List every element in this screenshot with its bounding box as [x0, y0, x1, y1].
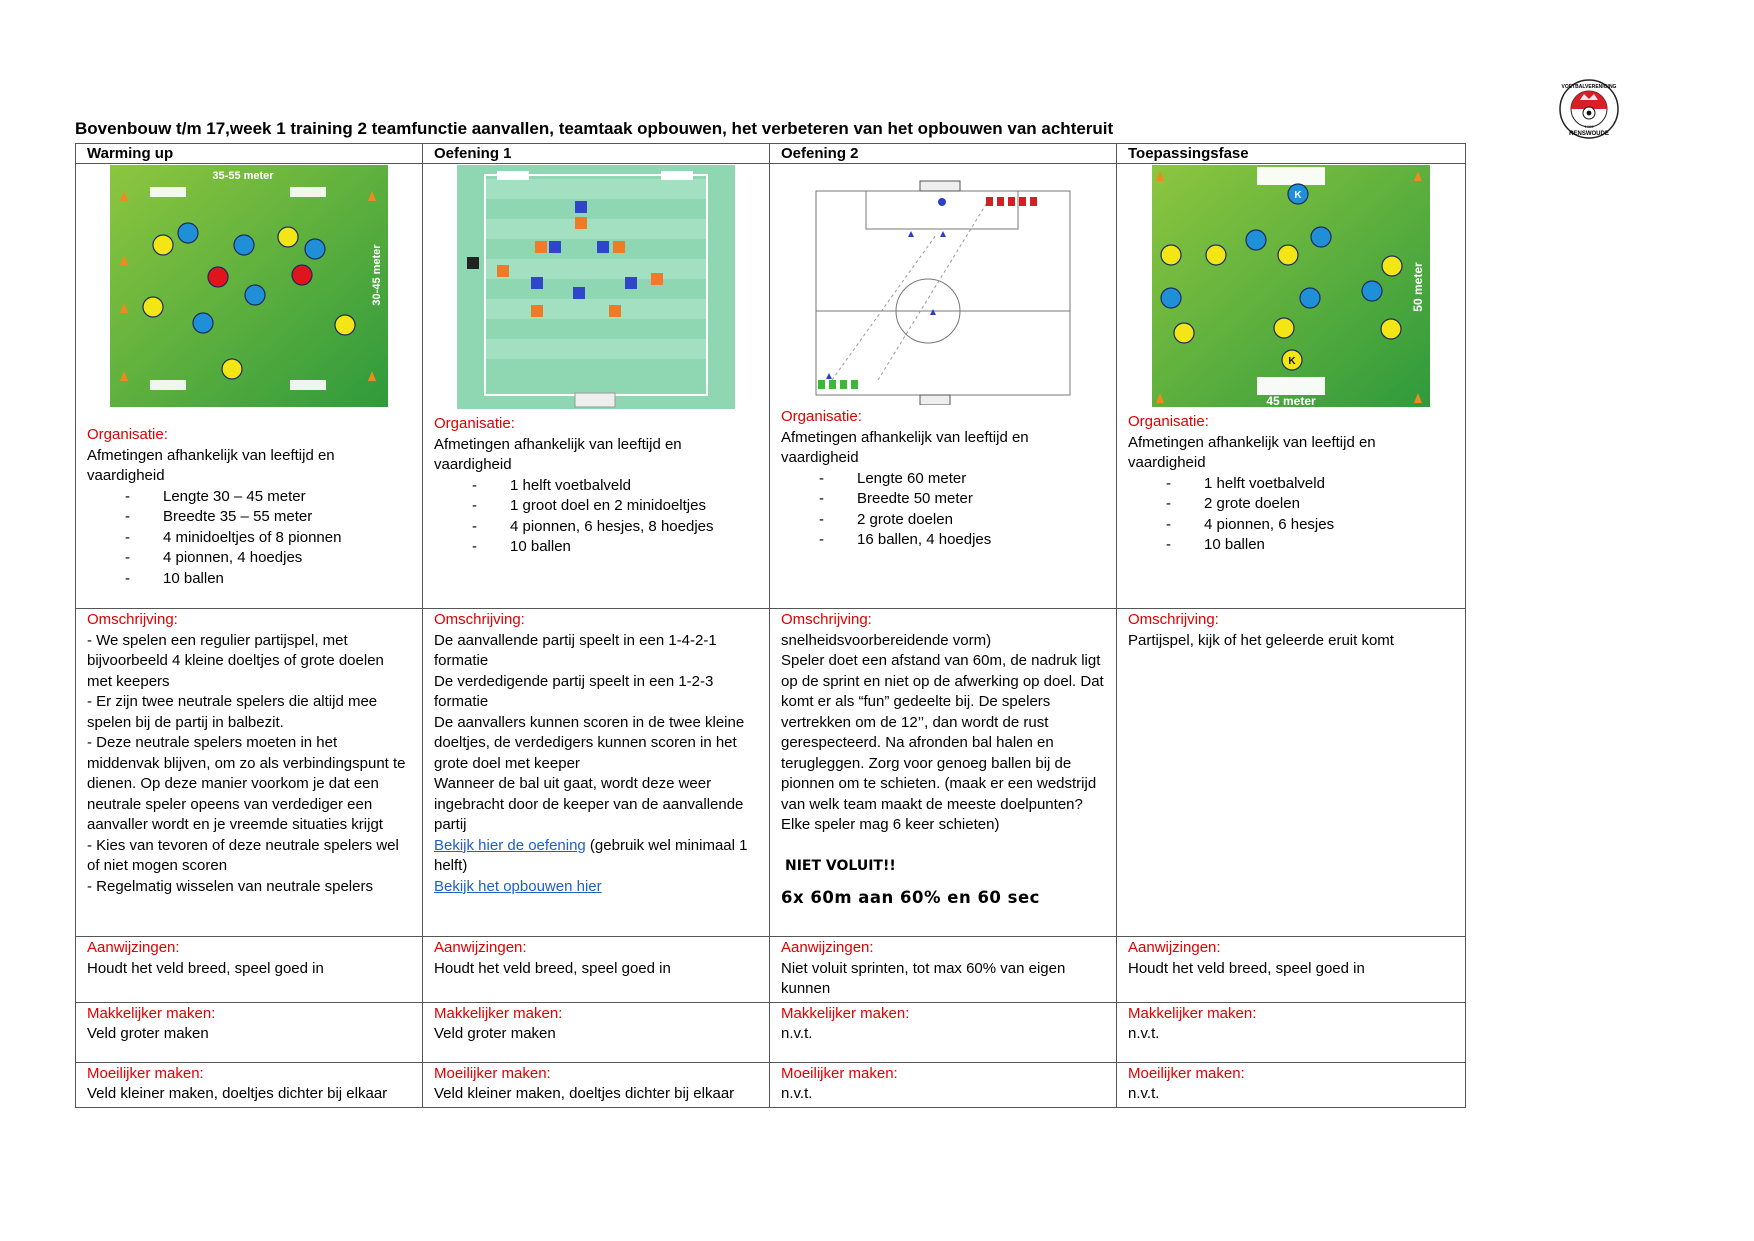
makkelijker-text: n.v.t. [1128, 1025, 1160, 1042]
organisatie-intro: Afmetingen afhankelijk van leeftijd en vaardigheid [1128, 433, 1376, 471]
mini-goal [150, 187, 186, 197]
description-line: - Regelmatig wisselen van neutrale spelers [87, 877, 373, 895]
organisatie-label: Organisatie: [1128, 413, 1209, 430]
makkelijker-text: Veld groter maken [87, 1025, 209, 1042]
omschrijving-label: Omschrijving: [1128, 611, 1219, 628]
moeilijker-cell-1 [76, 1062, 423, 1107]
keeper [938, 198, 946, 206]
omschrijving-cell-2 [423, 609, 770, 937]
omschrijving-label: Omschrijving: [781, 611, 872, 628]
moeilijker-label: Moeilijker maken: [781, 1064, 898, 1082]
list-item: - 10 ballen [1166, 535, 1454, 556]
warmup-field-diagram [110, 165, 388, 407]
makkelijker-cell-1 [76, 1002, 423, 1062]
large-goal [1257, 167, 1325, 185]
aanwijzingen-cell-1 [76, 937, 423, 1003]
club-logo [1558, 78, 1620, 140]
large-goal [575, 393, 615, 407]
aanwijzingen-text: Houdt het veld breed, speel goed in [87, 959, 324, 977]
organisatie-list-4 [1128, 474, 1454, 556]
mini-goal [150, 380, 186, 390]
list-item: - 10 ballen [125, 569, 411, 590]
moeilijker-text: Veld kleiner maken, doeltjes dichter bij elkaar [87, 1085, 388, 1102]
organisatie-intro: Afmetingen afhankelijk van leeftijd en vaardigheid [781, 428, 1029, 466]
organisatie-label: Organisatie: [434, 415, 515, 432]
moeilijker-cell-3 [770, 1062, 1117, 1107]
training-table [75, 143, 1466, 1108]
exercise-video-link[interactable]: Bekijk hier de oefening [434, 836, 586, 854]
aanwijzingen-text: Niet voluit sprinten, tot max 60% van eigen kunnen [781, 959, 1066, 997]
omschrijving-cell-3 [770, 609, 1117, 937]
description-line [434, 836, 758, 877]
makkelijker-text: Veld groter maken [434, 1025, 556, 1042]
keeper [467, 257, 479, 269]
column-header-oefening-2: Oefening 2 [770, 144, 1117, 164]
organisatie-list-2 [434, 476, 758, 558]
keeper-label: K [1288, 356, 1296, 367]
length-label: 50 meter [1411, 262, 1425, 312]
list-item: - Breedte 35 – 55 meter [125, 507, 411, 528]
moeilijker-cell-4 [1117, 1062, 1466, 1107]
list-item: - 2 grote doelen [819, 510, 1105, 531]
moeilijker-label: Moeilijker maken: [87, 1064, 204, 1082]
logo-text-bottom: RENSWOUDE [1569, 131, 1609, 137]
organisatie-row [76, 164, 1466, 609]
toepassing-field-diagram [1152, 165, 1430, 407]
makkelijker-cell-2 [423, 1002, 770, 1062]
keeper-label: K [1294, 190, 1302, 201]
description-line: - Kies van tevoren of deze neutrale spelers wel of niet mogen scoren [87, 836, 399, 874]
organisatie-label: Organisatie: [781, 408, 862, 425]
large-goal [1257, 377, 1325, 395]
column-header-warming-up: Warming up [76, 144, 423, 164]
warning-text: NIET VOLUIT!! [785, 857, 896, 874]
description-line: Partijspel, kijk of het geleerde eruit komt [1128, 631, 1394, 649]
organisatie-intro: Afmetingen afhankelijk van leeftijd en vaardigheid [434, 435, 682, 473]
moeilijker-row [76, 1062, 1466, 1107]
list-item: - 4 minidoeltjes of 8 pionnen [125, 528, 411, 549]
list-item: - Breedte 50 meter [819, 489, 1105, 510]
mini-goal [497, 171, 529, 180]
logo-text-top: VOETBALVERENIGING [1561, 84, 1617, 90]
large-goal [920, 181, 960, 191]
list-item: - 1 helft voetbalveld [1166, 474, 1454, 495]
makkelijker-label: Makkelijker maken: [434, 1004, 563, 1022]
column-header-oefening-1: Oefening 1 [423, 144, 770, 164]
description-line: Wanneer de bal uit gaat, wordt deze weer ingebracht door de keeper van de aanvallende partij [434, 775, 744, 833]
description-line: snelheidsvoorbereidende vorm) [781, 631, 992, 649]
makkelijker-cell-3 [770, 1002, 1117, 1062]
aanwijzingen-label: Aanwijzingen: [434, 939, 527, 956]
organisatie-intro: Afmetingen afhankelijk van leeftijd en vaardigheid [87, 446, 335, 484]
aanwijzingen-cell-4 [1117, 937, 1466, 1003]
aanwijzingen-label: Aanwijzingen: [87, 939, 180, 956]
header-row [76, 144, 1466, 164]
makkelijker-label: Makkelijker maken: [781, 1004, 910, 1022]
moeilijker-text: n.v.t. [781, 1085, 813, 1102]
large-goal [920, 395, 950, 405]
build-up-video-link[interactable]: Bekijk het opbouwen hier [434, 877, 602, 895]
aanwijzingen-label: Aanwijzingen: [1128, 939, 1221, 956]
omschrijving-label: Omschrijving: [434, 611, 525, 628]
list-item: - 4 pionnen, 4 hoedjes [125, 548, 411, 569]
logo-year: 1966 [1584, 124, 1594, 129]
aanwijzingen-row [76, 937, 1466, 1003]
list-item: - 1 helft voetbalveld [472, 476, 758, 497]
document-title: Bovenbouw t/m 17,week 1 training 2 teamfunctie aanvallen, teamtaak opbouwen, het verbeteren van het opbouwen van achteruit [75, 119, 1114, 138]
description-line: - Deze neutrale spelers moeten in het middenvak blijven, om zo als verbindingspunt te dienen. Op deze manier voorkom je dat een neutrale speler opeens van verdediger een aanvaller wordt en je vreemde situaties krijgt [87, 734, 406, 833]
organisatie-list-3 [781, 469, 1105, 551]
list-item: - Lengte 60 meter [819, 469, 1105, 490]
list-item: - 4 pionnen, 6 hesjes, 8 hoedjes [472, 517, 758, 538]
oefening-1-field-diagram [457, 165, 735, 409]
aanwijzingen-text: Houdt het veld breed, speel goed in [1128, 959, 1365, 977]
description-line: De aanvallers kunnen scoren in de twee kleine doeltjes, de verdedigers kunnen scoren in het grote doel met keeper [434, 713, 745, 772]
list-item: - 1 groot doel en 2 minidoeltjes [472, 496, 758, 517]
omschrijving-label: Omschrijving: [87, 611, 178, 628]
description-line [434, 877, 758, 898]
length-label: 30-45 meter [371, 244, 383, 306]
oefening-2-field-diagram [808, 175, 1078, 405]
description-line: De aanvallende partij speelt in een 1-4-2-1 formatie [434, 631, 717, 669]
makkelijker-cell-4 [1117, 1002, 1466, 1062]
list-item: - 4 pionnen, 6 hesjes [1166, 515, 1454, 536]
organisatie-cell-3 [770, 164, 1117, 609]
column-header-toepassingsfase: Toepassingsfase [1117, 144, 1466, 164]
list-item: - 16 ballen, 4 hoedjes [819, 530, 1105, 551]
moeilijker-label: Moeilijker maken: [1128, 1064, 1245, 1082]
description-line: Speler doet een afstand van 60m, de nadruk ligt op de sprint en niet op de afwerking op doel. Dat komt er als “fun” gedeelte bij. De spelers vertrekken om de 12’’, dan wordt de rust gerespecteerd. Na afronden bal halen en terugleggen. Zorg voor genoeg ballen bij de pionnen om te schieten. (maak er een wedstrijd van welk team maakt de meeste doelpunten? Elke speler mag 6 keer schieten) [781, 652, 1104, 833]
aanwijzingen-label: Aanwijzingen: [781, 939, 874, 956]
makkelijker-text: n.v.t. [781, 1025, 813, 1042]
omschrijving-cell-1 [76, 609, 423, 937]
omschrijving-row [76, 609, 1466, 937]
moeilijker-text: n.v.t. [1128, 1085, 1160, 1102]
aanwijzingen-cell-3 [770, 937, 1117, 1003]
makkelijker-label: Makkelijker maken: [87, 1004, 216, 1022]
organisatie-cell-1 [76, 164, 423, 609]
list-item: - 2 grote doelen [1166, 494, 1454, 515]
organisatie-cell-2 [423, 164, 770, 609]
repetitions-text: 6x 60m aan 60% en 60 sec [781, 888, 1040, 907]
omschrijving-cell-4 [1117, 609, 1466, 937]
organisatie-list-1 [87, 487, 411, 590]
moeilijker-label: Moeilijker maken: [434, 1064, 551, 1082]
moeilijker-cell-2 [423, 1062, 770, 1107]
aanwijzingen-cell-2 [423, 937, 770, 1003]
width-label: 35-55 meter [212, 170, 274, 182]
organisatie-label: Organisatie: [87, 426, 168, 443]
description-line: - Er zijn twee neutrale spelers die altijd mee spelen bij de partij in balbezit. [87, 693, 378, 731]
link-suffix: (gebruik wel minimaal 1 helft) [434, 836, 748, 874]
mini-goal [661, 171, 693, 180]
description-line: - We spelen een regulier partijspel, met bijvoorbeeld 4 kleine doeltjes of grote doelen met keepers [87, 631, 384, 690]
aanwijzingen-text: Houdt het veld breed, speel goed in [434, 959, 671, 977]
mini-goal [290, 380, 326, 390]
list-item: - Lengte 30 – 45 meter [125, 487, 411, 508]
moeilijker-text: Veld kleiner maken, doeltjes dichter bij elkaar [434, 1085, 735, 1102]
description-line: De verdedigende partij speelt in een 1-2-3 formatie [434, 672, 714, 710]
mini-goal [290, 187, 326, 197]
width-label: 45 meter [1266, 394, 1316, 407]
list-item: - 10 ballen [472, 537, 758, 558]
makkelijker-row [76, 1002, 1466, 1062]
makkelijker-label: Makkelijker maken: [1128, 1004, 1257, 1022]
organisatie-cell-4 [1117, 164, 1466, 609]
